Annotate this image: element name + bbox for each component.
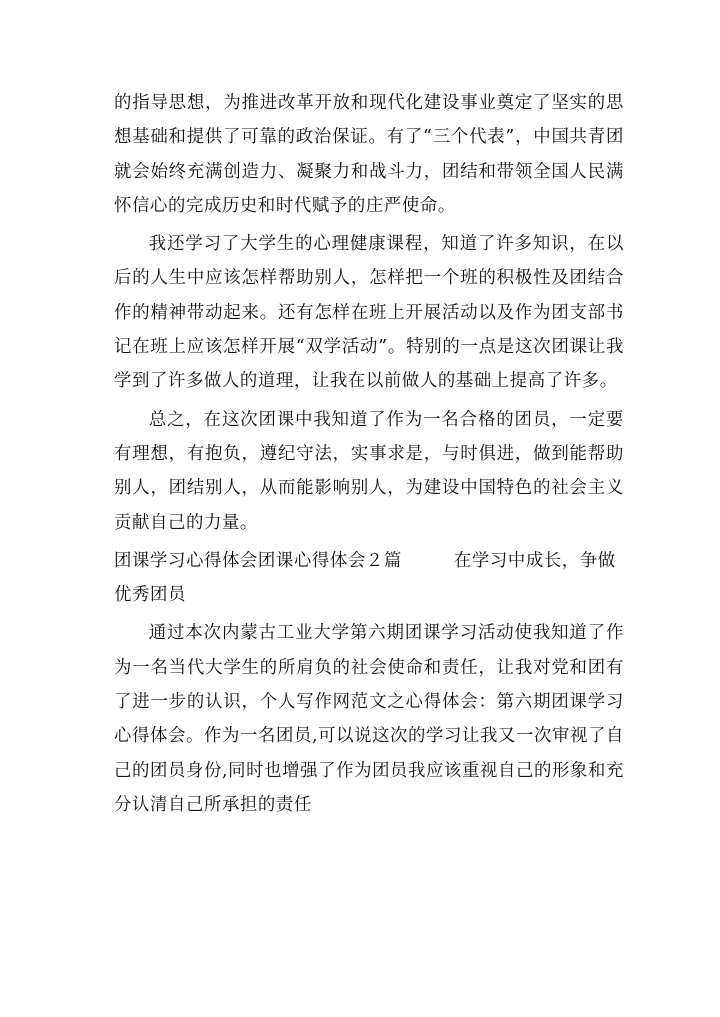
section-heading [114,544,624,613]
paragraph-sixth-session: 通过本次内蒙古工业大学第六期团课学习活动使我知道了作为一名当代大学生的所肩负的社会使命和责任，让我对党和团有了进一步的认识，个人写作网范文之心得体会：第六期团课学习心得体会。作为一名团员,可以说这次的学习让我又一次审视了自己的团员身份,同时也增强了作为团员我应该重视自己的形象和充分认清自己所承担的责任 [114,623,624,815]
paragraph-guiding-ideology: 的指导思想，为推进改革开放和现代化建设事业奠定了坚实的思想基础和提供了可靠的政治保证。有了“三个代表”，中国共青团就会始终充满创造力、凝聚力和战斗力，团结和带领全国人民满怀信心的完成历史和时代赋予的庄严使命。 [114,93,624,216]
paragraph-conclusion: 总之，在这次团课中我知道了作为一名合格的团员，一定要有理想，有抱负，遵纪守法，实事求是，与时俱进，做到能帮助别人，团结别人，从而能影响别人，为建设中国特色的社会主义贡献自己的力量。 [114,409,624,533]
document-body [114,86,624,826]
heading-title: 团课学习心得体会团课心得体会２篇 [114,550,402,571]
paragraph-psychology-course: 我还学习了大学生的心理健康课程，知道了许多知识，在以后的人生中应该怎样帮助别人，怎样把一个班的积极性及团结合作的精神带动起来。还有怎样在班上开展活动以及作为团支部书记在班上应该怎样开展“双学活动”。特别的一点是这次团课让我学到了许多做人的道理，让我在以前做人的基础上提高了许多。 [114,234,624,392]
heading-subtitle: 在学习中成长，争做优秀团员 [114,550,616,606]
